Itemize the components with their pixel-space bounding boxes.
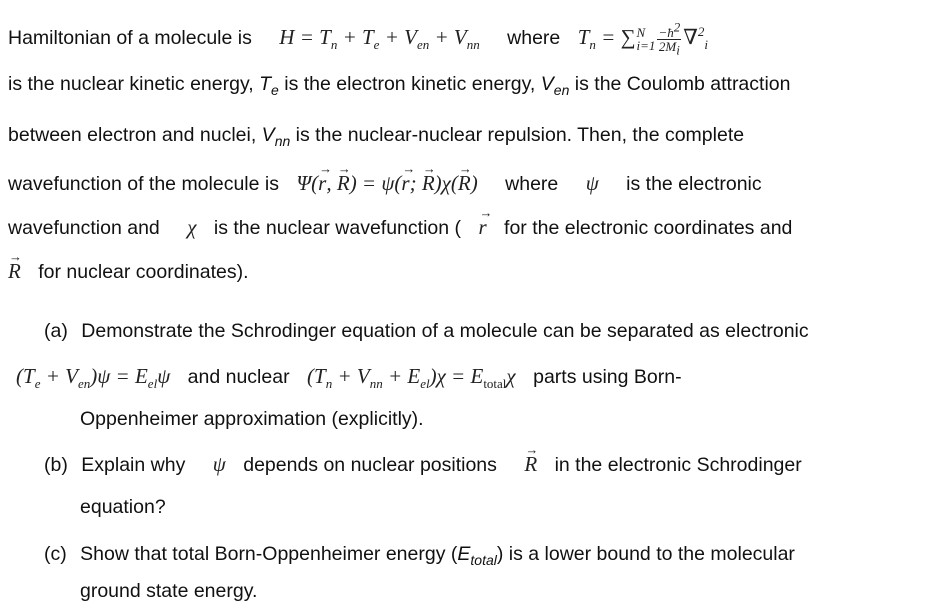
part-c-line-1 xyxy=(44,541,795,567)
part-b-label: (b) xyxy=(44,454,68,476)
symbol-Etotal: $E_{total}$ xyxy=(457,543,497,568)
part-c-text: ) is a lower bound to the molecular xyxy=(496,543,795,565)
part-a-text: Demonstrate the Schrodinger equation of a molecule can be separated as electronic xyxy=(81,320,809,342)
r-vector-symbol: → r xyxy=(478,215,486,239)
part-c-text: Show that total Born-Oppenheimer energy ( xyxy=(80,543,458,565)
intro-text: is the electronic xyxy=(626,173,762,195)
electronic-equation: $(T_e + V_{en})\psi = E_{el}\psi$ xyxy=(16,364,171,392)
symbol-Vnn: $V_{nn}$ xyxy=(261,124,291,149)
part-b-text: Explain why xyxy=(81,454,186,476)
symbol-Te: $T_e$ xyxy=(259,73,279,98)
intro-text: wavefunction and xyxy=(8,217,160,239)
part-a-line-1 xyxy=(44,318,809,344)
nuclear-kinetic-equation: $T_n$ = ∑ N i=1 $\frac{-ħ^2}{2M_i}$ ∇$^2_i$ xyxy=(577,19,709,58)
part-a-text: Oppenheimer approximation (explicitly). xyxy=(80,408,424,430)
intro-text: wavefunction of the molecule is xyxy=(8,173,279,195)
part-c-line-2 xyxy=(80,578,257,604)
intro-text: is the nuclear kinetic energy, xyxy=(8,73,260,95)
psi-symbol: ψ xyxy=(212,452,226,476)
wavefunction-equation: Ψ(→ r, → R) = ψ(→ r; → R)χ(→ R) xyxy=(296,171,477,195)
where-text: where xyxy=(507,27,561,49)
part-a-line-3 xyxy=(80,406,424,432)
hamiltonian-equation: $H = T_n + T_e + V_{en} + V_{nn}$ xyxy=(279,25,480,53)
intro-line-6 xyxy=(8,258,249,285)
intro-line-5 xyxy=(8,214,792,241)
intro-text: for the electronic coordinates and xyxy=(504,217,793,239)
intro-text: is the nuclear-nuclear repulsion. Then, the complete xyxy=(290,124,745,146)
part-c-text: ground state energy. xyxy=(80,580,258,602)
intro-text: is the nuclear wavefunction ( xyxy=(213,217,462,239)
nuclear-equation: $(T_n + V_{nn} + E_{el})\chi = E_{total}\chi$ xyxy=(307,364,516,392)
intro-text: Hamiltonian of a molecule is xyxy=(8,27,252,49)
symbol-Ven: $V_{en}$ xyxy=(540,73,570,98)
part-c-label: (c) xyxy=(44,543,67,565)
intro-line-4 xyxy=(8,170,762,197)
intro-text: where xyxy=(505,173,559,195)
part-b-text: equation? xyxy=(80,496,166,518)
part-a-line-2 xyxy=(16,363,682,390)
R-vector-symbol: → R xyxy=(524,452,537,476)
part-b-line-2 xyxy=(80,494,166,520)
chi-symbol: χ xyxy=(187,215,197,239)
psi-symbol: ψ xyxy=(585,171,599,195)
part-b-text: in the electronic Schrodinger xyxy=(554,454,802,476)
intro-line-2 xyxy=(8,71,790,97)
intro-text: is the electron kinetic energy, xyxy=(278,73,541,95)
intro-text: is the Coulomb attraction xyxy=(569,73,791,95)
intro-text: between electron and nuclei, xyxy=(8,124,262,146)
intro-text: for nuclear coordinates). xyxy=(38,261,249,283)
part-a-text: parts using Born- xyxy=(533,366,682,388)
intro-line-1 xyxy=(8,19,709,58)
intro-line-3 xyxy=(8,122,744,148)
part-a-text: and nuclear xyxy=(187,366,290,388)
part-a-label: (a) xyxy=(44,320,68,342)
part-b-line-1 xyxy=(44,451,802,478)
part-b-text: depends on nuclear positions xyxy=(243,454,497,476)
R-vector-symbol: → R xyxy=(8,259,21,283)
